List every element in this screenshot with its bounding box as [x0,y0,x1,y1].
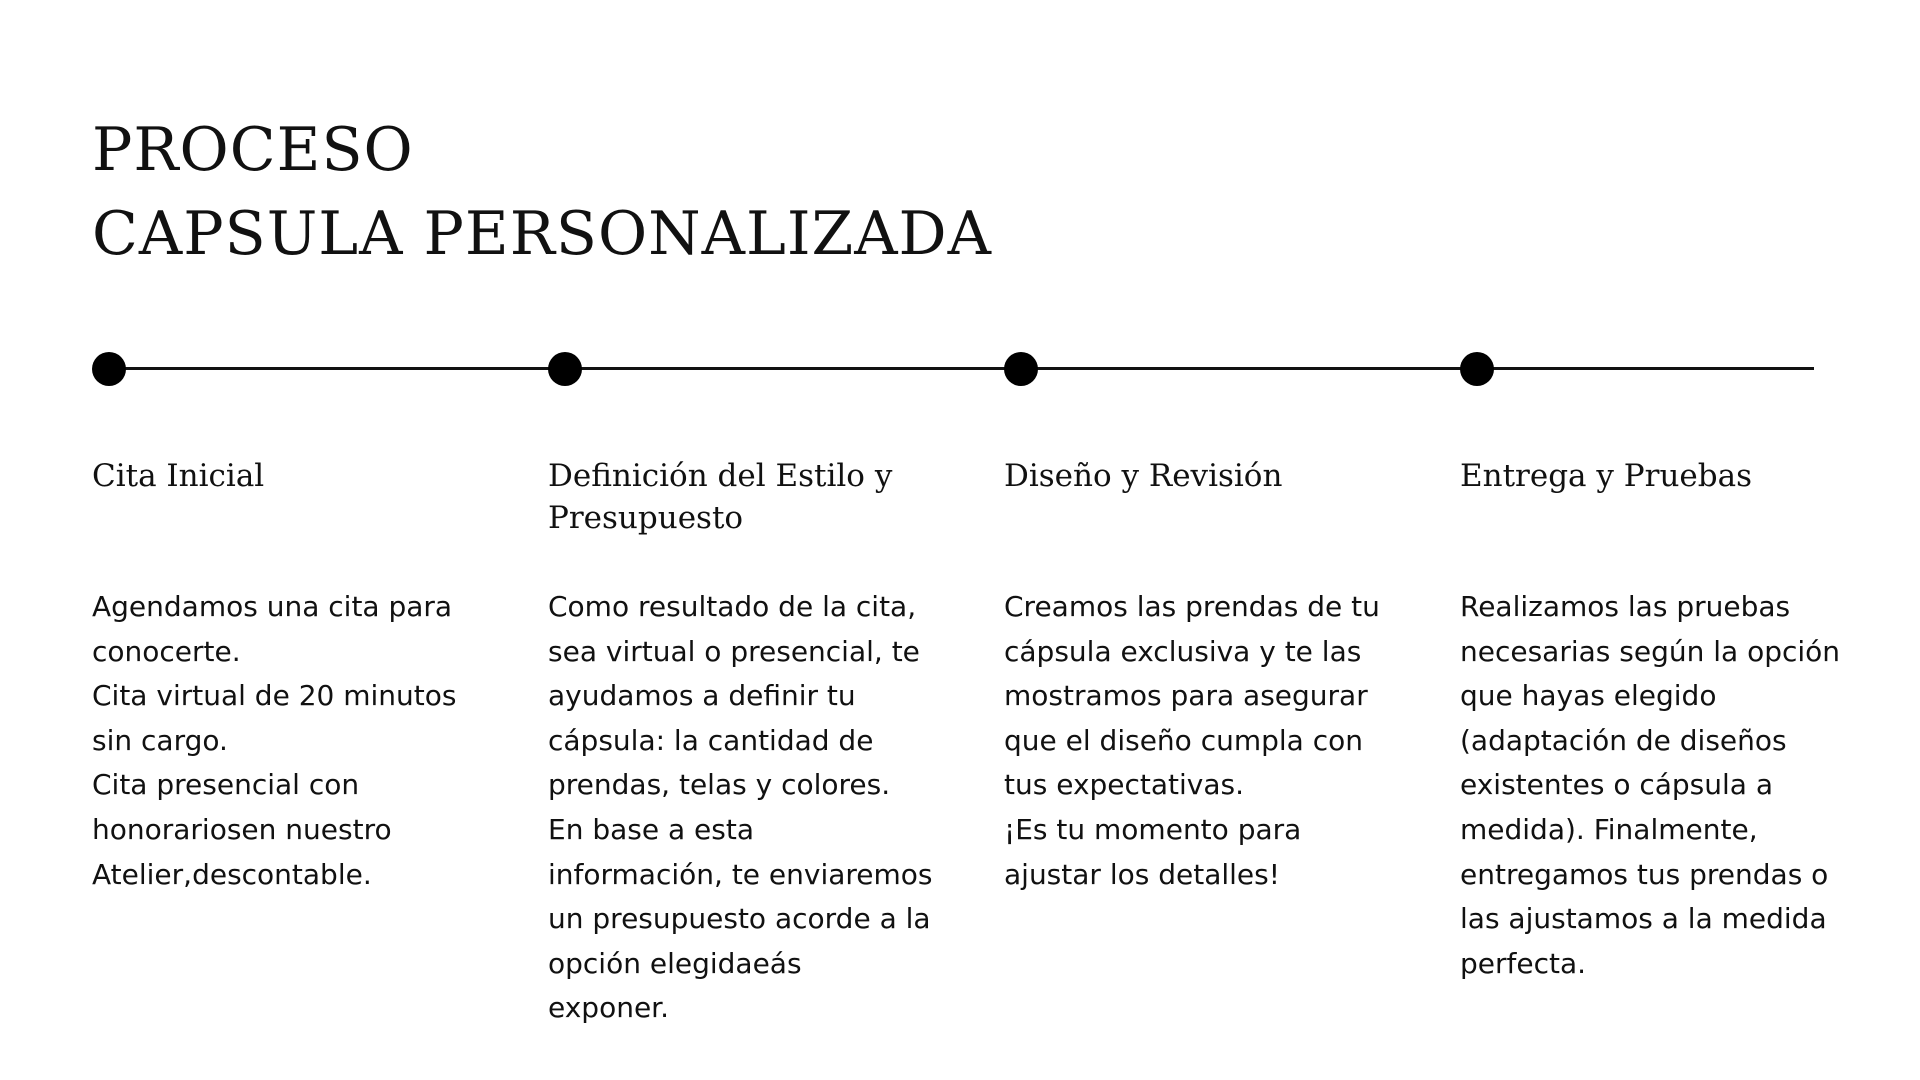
step-description-line: necesarias según la opción [1460,634,1841,668]
step-description-line: ¡Es tu momento para [1004,812,1302,846]
step-description-line: ajustar los detalles! [1004,857,1280,891]
step-description-line: sea virtual o presencial, te [548,634,920,668]
step-description-line: cápsula: la cantidad de [548,723,874,757]
step-description-line: cápsula exclusiva y te las [1004,634,1362,668]
step-description-line: prendas, telas y colores. [548,768,891,802]
step-description-line: Creamos las prendas de tu [1004,590,1380,623]
step-cita-inicial [92,455,492,897]
step-title: Cita Inicial [92,458,265,494]
step-description-line: Agendamos una cita para [92,590,453,623]
step-description-line: En base a esta [548,812,754,846]
step-description [1460,585,1860,986]
step-description-line: tus expectativas. [1004,768,1245,802]
step-description-line: Como resultado de la cita, [548,590,917,623]
step-description [548,585,948,1031]
step-description-line: sin cargo. [92,723,228,757]
step-description-line: Cita presencial con [92,768,360,802]
step-description-line: honorariosen nuestro [92,812,392,846]
step-title: Definición del Estilo y Presupuesto [548,458,893,536]
step-description-line: ayudamos a definir tu [548,679,856,713]
step-description-line: Cita virtual de 20 minutos [92,679,457,713]
timeline-line [108,367,1814,370]
step-description-line: un presupuesto acorde a la [548,902,931,936]
step-title: Diseño y Revisión [1004,458,1283,494]
step-description-line: que hayas elegido [1460,679,1717,713]
step-description-line: que el diseño cumpla con [1004,723,1363,757]
step-description-line: existentes o cápsula a [1460,768,1774,802]
step-description [1004,585,1404,897]
step-description-line: Realizamos las pruebas [1460,590,1791,623]
step-description-line: entregamos tus prendas o [1460,857,1829,891]
step-description-line: exponer. [548,991,670,1025]
step-description-line: mostramos para asegurar [1004,679,1368,713]
step-description-line: Atelier,descontable. [92,857,372,891]
page-title-line-1: PROCESO [92,115,414,185]
page-title [92,108,992,276]
step-description-line: conocerte. [92,634,241,668]
step-description-line: medida). Finalmente, [1460,812,1758,846]
step-description [92,585,492,897]
timeline-dot-1 [92,352,126,386]
step-description-line: perfecta. [1460,946,1587,980]
step-title: Entrega y Pruebas [1460,458,1752,494]
process-timeline [92,352,1814,386]
timeline-dot-4 [1460,352,1494,386]
step-description-line: opción elegidaeás [548,946,802,980]
timeline-dot-2 [548,352,582,386]
step-entrega-pruebas [1460,455,1860,986]
step-description-line: (adaptación de diseños [1460,723,1787,757]
page-title-line-2: CAPSULA PERSONALIZADA [92,199,992,269]
step-description-line: las ajustamos a la medida [1460,902,1827,936]
step-diseno-revision [1004,455,1404,897]
step-description-line: información, te enviaremos [548,857,933,891]
timeline-dot-3 [1004,352,1038,386]
step-definicion-estilo [548,455,948,1031]
